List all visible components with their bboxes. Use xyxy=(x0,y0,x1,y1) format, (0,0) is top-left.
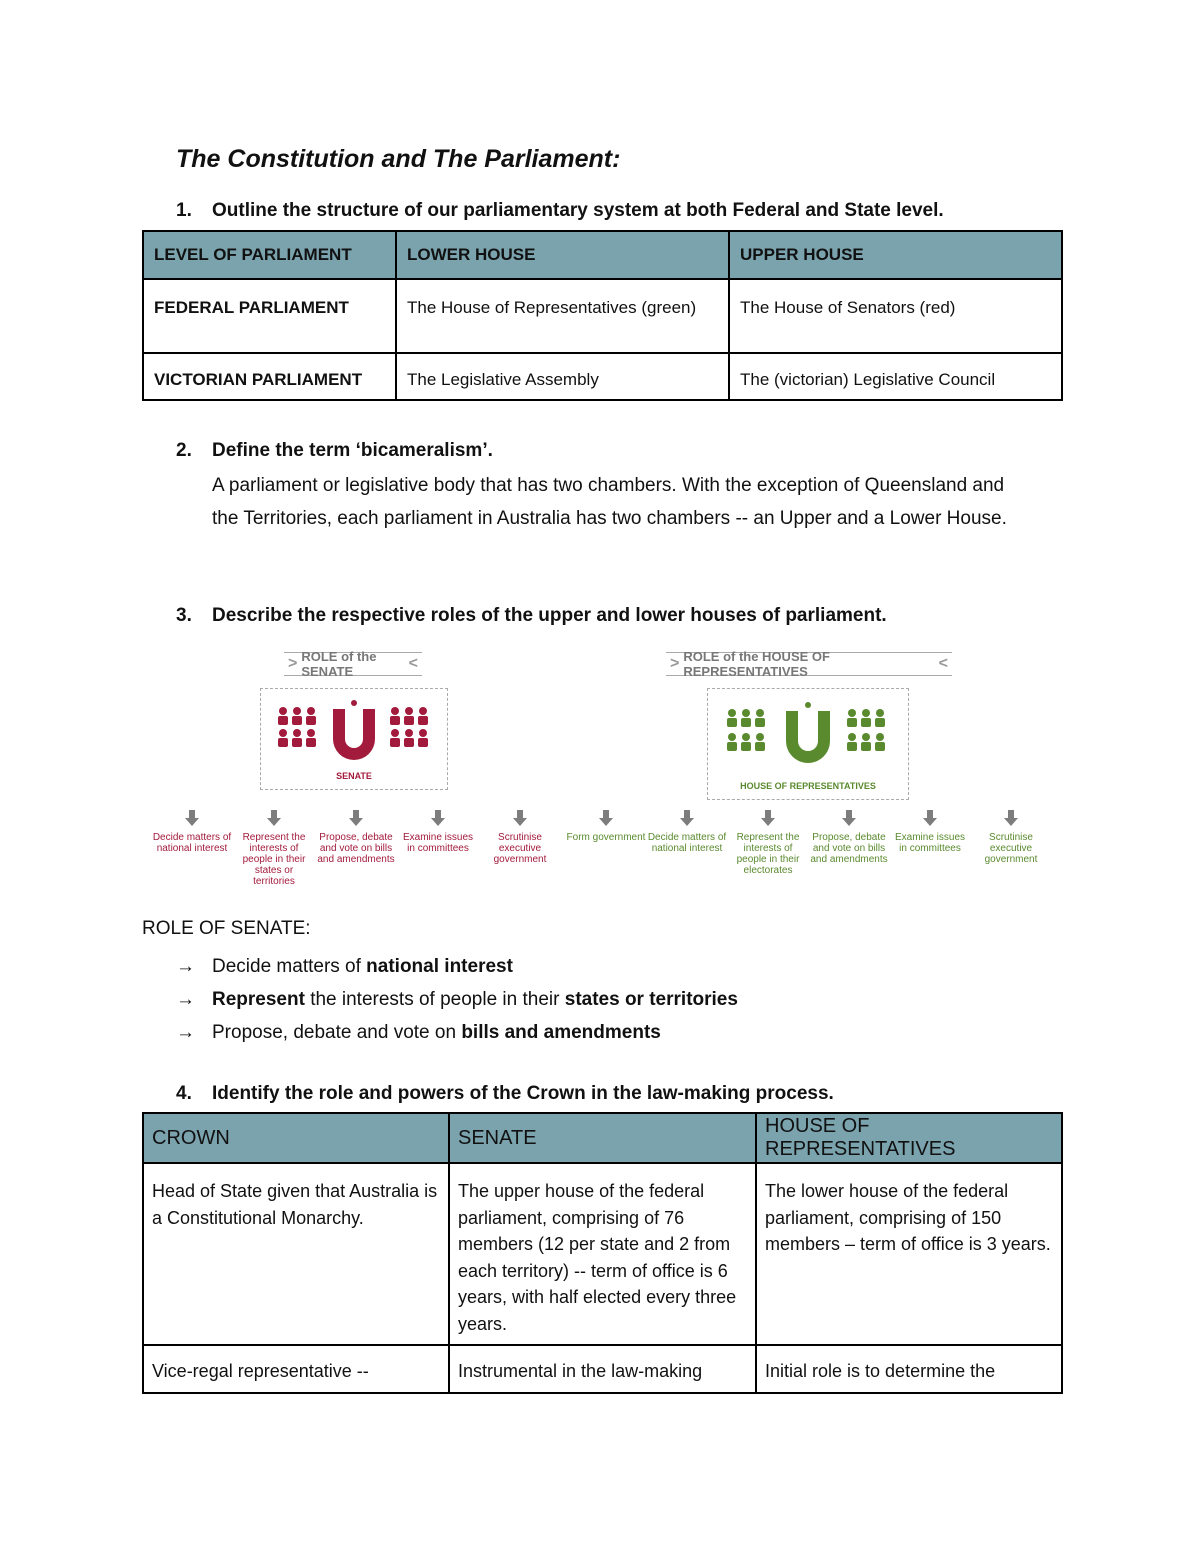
question-4 xyxy=(176,1083,834,1105)
role-item xyxy=(647,810,727,854)
bullet-emphasis: bills and amendments xyxy=(461,1022,661,1043)
question-text: Describe the respective roles of the upper and lower houses of parliament. xyxy=(212,605,887,626)
role-text: Decide matters of national interest xyxy=(647,832,727,854)
arrow-down-icon xyxy=(842,810,856,826)
role-text: Examine issues in committees xyxy=(402,832,474,854)
table-header-row xyxy=(143,231,1062,279)
table-cell: Vice-regal representative -- xyxy=(143,1345,449,1393)
table-cell: Initial role is to determine the xyxy=(756,1345,1062,1393)
house-emblem xyxy=(707,688,909,800)
role-item xyxy=(398,810,478,854)
arrow-down-icon xyxy=(267,810,281,826)
bullet-emphasis: national interest xyxy=(366,956,513,977)
arrow-down-icon xyxy=(599,810,613,826)
senate-chamber-icon xyxy=(261,689,447,779)
role-item xyxy=(890,810,970,854)
table-cell: The upper house of the federal parliament, comprising of 76 members (12 per state and 2 from each territory) -- term of office is 6 years, with half elected every three years. xyxy=(449,1163,756,1345)
question-number: 2. xyxy=(176,440,192,461)
question-number: 4. xyxy=(176,1083,192,1104)
question-text: Define the term ‘bicameralism’. xyxy=(212,440,493,461)
role-text: Form government xyxy=(566,832,646,843)
arrow-down-icon xyxy=(513,810,527,826)
table-cell: The House of Senators (red) xyxy=(729,279,1062,353)
table-row xyxy=(143,1163,1062,1345)
arrow-right-icon: → xyxy=(176,989,195,1010)
arrow-right-icon: → xyxy=(176,1022,195,1043)
crown-powers-table xyxy=(142,1112,1063,1394)
role-text: Examine issues in committees xyxy=(894,832,966,854)
senate-caption: SENATE xyxy=(336,771,372,781)
header-cell: LOWER HOUSE xyxy=(396,231,729,279)
table-cell: VICTORIAN PARLIAMENT xyxy=(143,353,396,400)
header-cell: UPPER HOUSE xyxy=(729,231,1062,279)
bullet-text: Decide matters of xyxy=(212,956,367,977)
house-chamber-icon xyxy=(708,689,908,785)
role-text: Scrutinise executive government xyxy=(493,832,547,865)
table-cell: Instrumental in the law-making xyxy=(449,1345,756,1393)
house-caption: HOUSE OF REPRESENTATIVES xyxy=(740,781,876,791)
table-row xyxy=(143,1345,1062,1393)
arrow-down-icon xyxy=(1004,810,1018,826)
role-text: Represent the interests of people in their states or territories xyxy=(242,832,306,887)
role-text: Represent the interests of people in their electorates xyxy=(736,832,800,876)
senate-role-list xyxy=(176,950,738,1049)
answer-bicameralism: A parliament or legislative body that has two chambers. With the exception of Queensland and the Territories, each parliament in Australia has two chambers -- an Upper and a Lower House. xyxy=(212,475,1007,529)
house-banner: > ROLE of the HOUSE OF REPRESENTATIVES < xyxy=(666,652,952,676)
header-cell: SENATE xyxy=(449,1113,756,1163)
table-cell: The House of Representatives (green) xyxy=(396,279,729,353)
question-number: 3. xyxy=(176,605,192,626)
table-header-row xyxy=(143,1113,1062,1163)
role-text: Propose, debate and vote on bills and amendments xyxy=(317,832,395,865)
table-cell: The lower house of the federal parliament, comprising of 150 members – term of office is 3 years. xyxy=(756,1163,1062,1345)
arrow-down-icon xyxy=(349,810,363,826)
question-number: 1. xyxy=(176,200,192,221)
question-text: Identify the role and powers of the Crown in the law-making process. xyxy=(212,1083,834,1104)
role-text: Scrutinise executive government xyxy=(984,832,1038,865)
arrow-down-icon xyxy=(923,810,937,826)
role-item xyxy=(234,810,314,887)
arrow-down-icon xyxy=(185,810,199,826)
table-cell: The Legislative Assembly xyxy=(396,353,729,400)
table-cell: FEDERAL PARLIAMENT xyxy=(143,279,396,353)
senate-emblem xyxy=(260,688,448,790)
bullet-emphasis: states or territories xyxy=(564,989,738,1010)
header-cell: HOUSE OF REPRESENTATIVES xyxy=(756,1113,1062,1163)
banner-text: ROLE of the SENATE xyxy=(301,649,377,679)
role-text: Decide matters of national interest xyxy=(152,832,232,854)
table-cell: The (victorian) Legislative Council xyxy=(729,353,1062,400)
list-item xyxy=(176,950,738,983)
question-2 xyxy=(176,440,493,462)
bullet-emphasis: Represent xyxy=(212,989,305,1010)
senate-role-heading: ROLE OF SENATE: xyxy=(142,918,311,939)
arrow-down-icon xyxy=(761,810,775,826)
question-text: Outline the structure of our parliamentary system at both Federal and State level. xyxy=(212,200,944,221)
list-item xyxy=(176,1016,738,1049)
role-item xyxy=(809,810,889,865)
roles-infographic xyxy=(150,648,1050,898)
table-row xyxy=(143,279,1062,353)
page-title: The Constitution and The Parliament: xyxy=(176,145,621,173)
bullet-text: the interests of people in their xyxy=(304,989,565,1010)
parliament-structure-table xyxy=(142,230,1063,401)
arrow-down-icon xyxy=(680,810,694,826)
header-cell: CROWN xyxy=(143,1113,449,1163)
role-item xyxy=(566,810,646,843)
question-3 xyxy=(176,605,887,627)
role-item xyxy=(316,810,396,865)
role-item xyxy=(728,810,808,876)
arrow-down-icon xyxy=(431,810,445,826)
table-cell: Head of State given that Australia is a Constitutional Monarchy. xyxy=(143,1163,449,1345)
table-row xyxy=(143,353,1062,400)
role-item xyxy=(152,810,232,854)
role-text: Propose, debate and vote on bills and amendments xyxy=(810,832,888,865)
arrow-right-icon: → xyxy=(176,956,195,977)
header-cell: LEVEL OF PARLIAMENT xyxy=(143,231,396,279)
bullet-text: Propose, debate and vote on xyxy=(212,1022,462,1043)
list-item xyxy=(176,983,738,1016)
question-1 xyxy=(176,200,944,222)
role-item xyxy=(480,810,560,865)
banner-text: ROLE of the HOUSE OF REPRESENTATIVES xyxy=(683,649,830,679)
senate-banner: > ROLE of the SENATE < xyxy=(284,652,422,676)
role-item xyxy=(971,810,1051,865)
